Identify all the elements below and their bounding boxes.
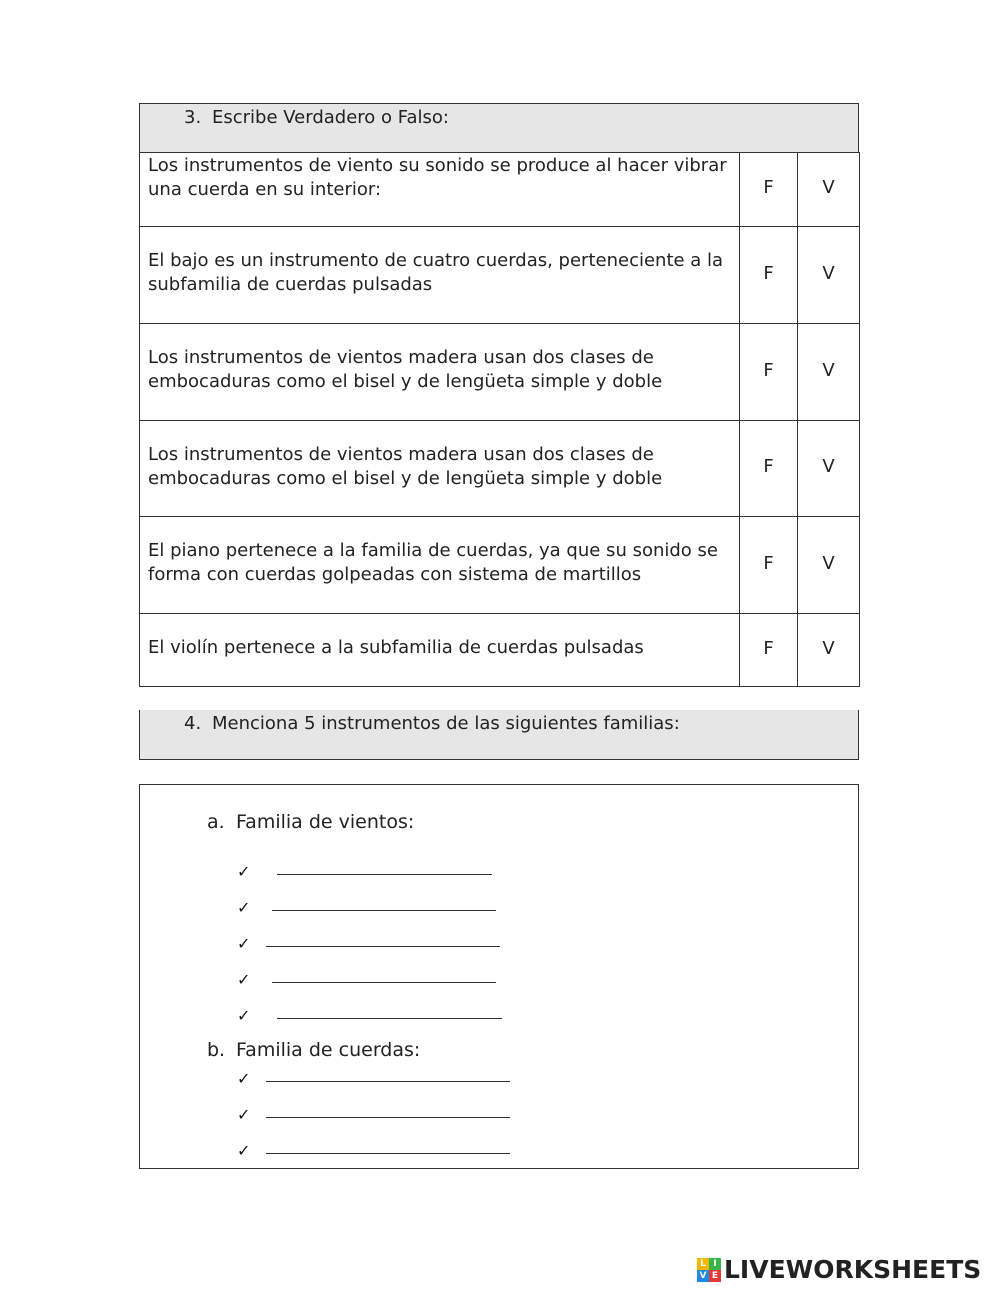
checkmark-icon: ✓ — [237, 1006, 251, 1025]
checkmark-icon: ✓ — [237, 898, 251, 917]
liveworksheets-mark-icon — [697, 1258, 721, 1282]
table-row — [140, 153, 860, 227]
section-3-number: 3. — [184, 107, 202, 128]
statement-text: El violín pertenece a la subfamilia de cuerdas pulsadas — [140, 614, 740, 687]
family-b-letter: b. — [207, 1039, 226, 1061]
true-false-table — [139, 152, 860, 687]
section-3-header — [139, 103, 859, 153]
statement-text: El piano pertenece a la familia de cuerdas, ya que su sonido se forma con cuerdas golpeadas con sistema de martillos — [140, 517, 740, 614]
answer-blank[interactable] — [272, 910, 496, 911]
section-4-header — [139, 710, 859, 760]
section-4-number: 4. — [184, 713, 202, 734]
logo-letter: E — [709, 1270, 721, 1282]
answer-blank[interactable] — [266, 1117, 510, 1118]
section-3-title: Escribe Verdadero o Falso: — [212, 107, 449, 128]
false-option[interactable]: F — [740, 153, 798, 227]
logo-letter: I — [709, 1258, 721, 1270]
answer-blank[interactable] — [277, 1018, 502, 1019]
true-option[interactable]: V — [798, 324, 860, 421]
table-row — [140, 324, 860, 421]
family-a-letter: a. — [207, 811, 225, 833]
table-row — [140, 421, 860, 517]
false-option[interactable]: F — [740, 614, 798, 687]
checkmark-icon: ✓ — [237, 970, 251, 989]
answer-blank[interactable] — [266, 946, 500, 947]
section-4-title: Menciona 5 instrumentos de las siguientes familias: — [212, 713, 680, 734]
answer-blank[interactable] — [266, 1153, 510, 1154]
statement-text: El bajo es un instrumento de cuatro cuerdas, perteneciente a la subfamilia de cuerdas pulsadas — [140, 227, 740, 324]
logo-letter: L — [697, 1258, 709, 1270]
checkmark-icon: ✓ — [237, 1105, 251, 1124]
family-a-title: Familia de vientos: — [236, 811, 415, 833]
checkmark-icon: ✓ — [237, 1069, 251, 1088]
true-option[interactable]: V — [798, 517, 860, 614]
brand-name: LIVEWORKSHEETS — [724, 1255, 982, 1284]
statement-text: Los instrumentos de viento su sonido se produce al hacer vibrar una cuerda en su interior: — [140, 153, 740, 227]
true-option[interactable]: V — [798, 227, 860, 324]
family-b-title: Familia de cuerdas: — [236, 1039, 421, 1061]
answer-blank[interactable] — [277, 874, 492, 875]
checkmark-icon: ✓ — [237, 862, 251, 881]
table-row — [140, 614, 860, 687]
statement-text: Los instrumentos de vientos madera usan dos clases de embocaduras como el bisel y de lengüeta simple y doble — [140, 324, 740, 421]
false-option[interactable]: F — [740, 227, 798, 324]
families-box — [139, 784, 859, 1169]
checkmark-icon: ✓ — [237, 1141, 251, 1160]
liveworksheets-logo — [697, 1255, 997, 1287]
answer-blank[interactable] — [266, 1081, 510, 1082]
statement-text: Los instrumentos de vientos madera usan dos clases de embocaduras como el bisel y de lengüeta simple y doble — [140, 421, 740, 517]
false-option[interactable]: F — [740, 324, 798, 421]
true-option[interactable]: V — [798, 421, 860, 517]
answer-blank[interactable] — [272, 982, 496, 983]
table-row — [140, 227, 860, 324]
logo-letter: V — [697, 1270, 709, 1282]
false-option[interactable]: F — [740, 517, 798, 614]
checkmark-icon: ✓ — [237, 934, 251, 953]
table-row — [140, 517, 860, 614]
false-option[interactable]: F — [740, 421, 798, 517]
true-option[interactable]: V — [798, 153, 860, 227]
true-option[interactable]: V — [798, 614, 860, 687]
